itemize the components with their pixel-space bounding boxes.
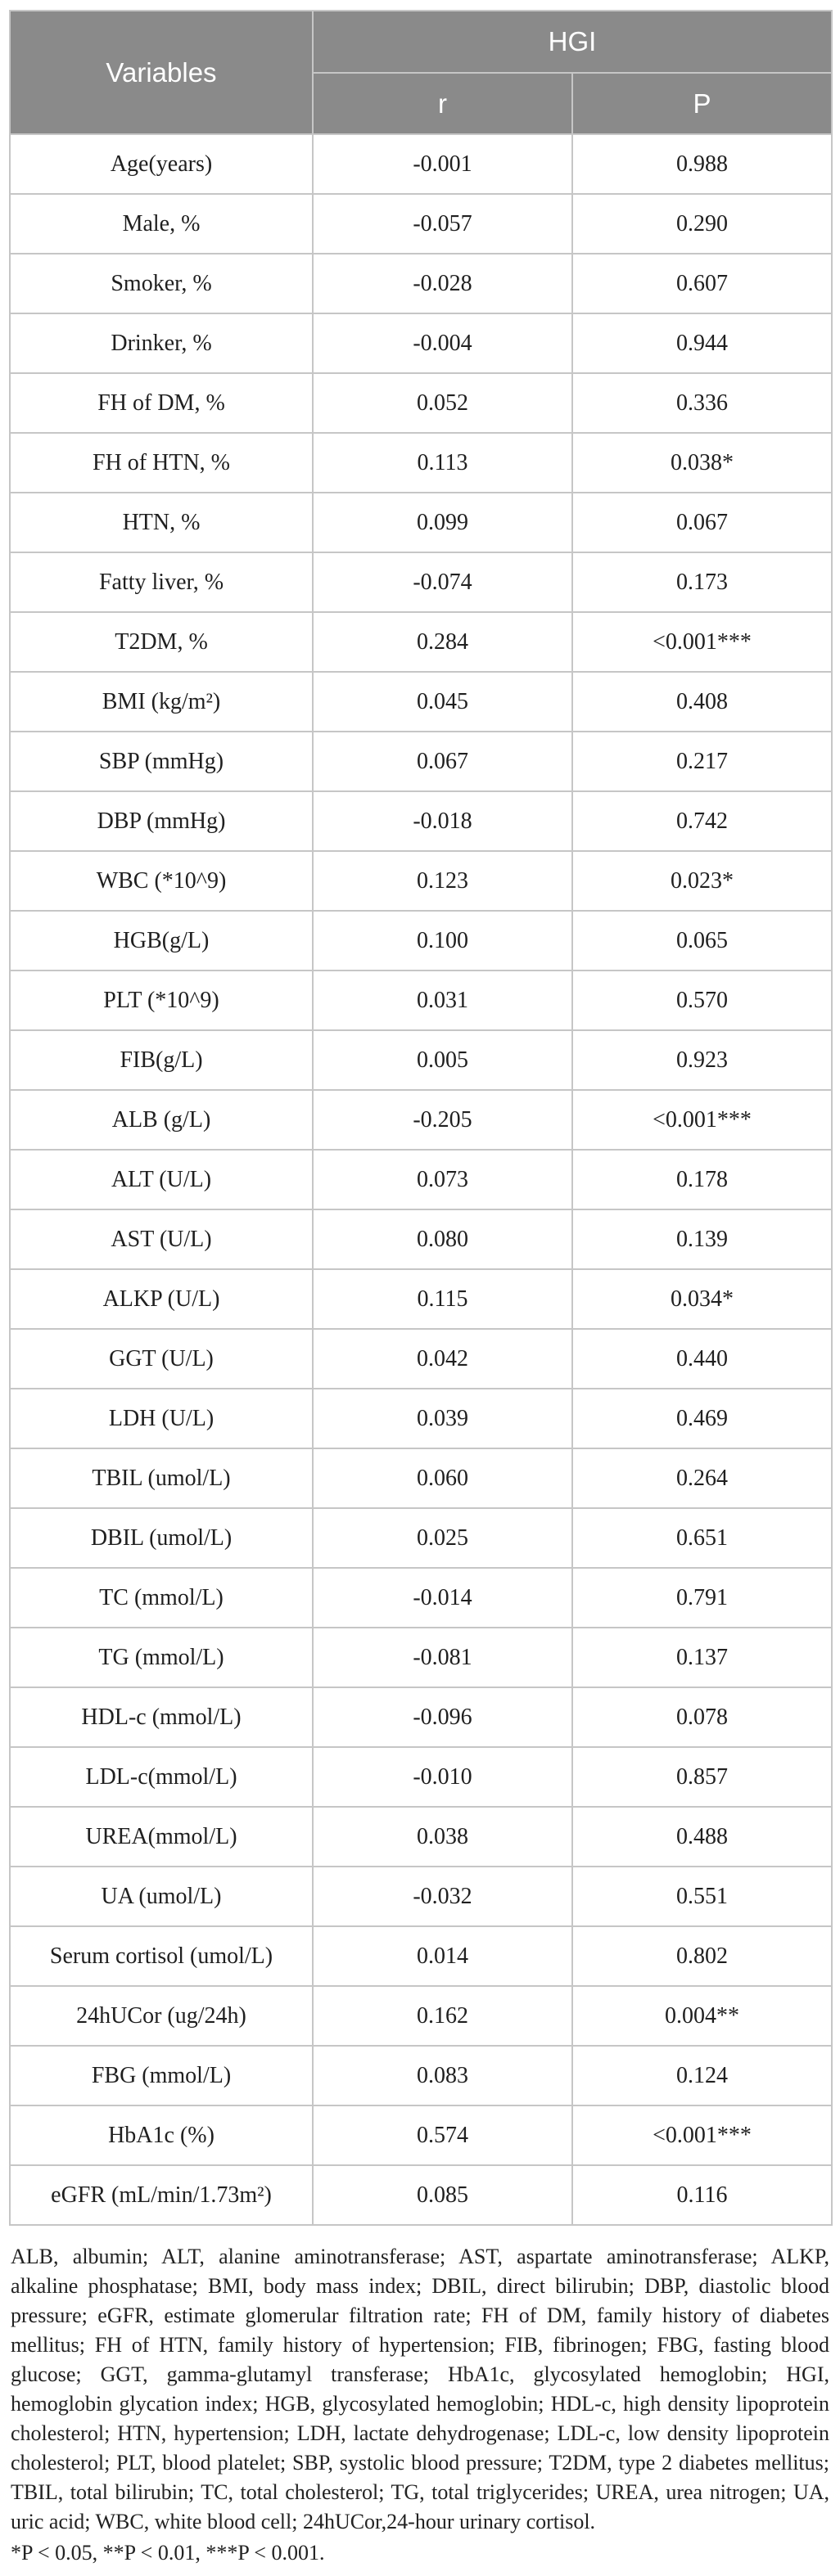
cell-r-value: -0.001 [313,134,572,194]
cell-variable: ALB (g/L) [10,1090,313,1150]
table-row [10,254,832,313]
cell-p-value: <0.001*** [572,2105,832,2165]
cell-p-value: 0.264 [572,1448,832,1508]
cell-r-value: -0.057 [313,194,572,254]
cell-variable: TC (mmol/L) [10,1568,313,1628]
cell-r-value: 0.005 [313,1030,572,1090]
cell-r-value: 0.045 [313,672,572,732]
cell-r-value: -0.010 [313,1747,572,1807]
cell-variable: UA (umol/L) [10,1867,313,1926]
header-r: r [313,73,572,134]
cell-r-value: 0.052 [313,373,572,433]
cell-r-value: 0.025 [313,1508,572,1568]
cell-r-value: 0.574 [313,2105,572,2165]
cell-r-value: -0.205 [313,1090,572,1150]
table-row [10,911,832,971]
cell-p-value: 0.923 [572,1030,832,1090]
cell-p-value: 0.290 [572,194,832,254]
cell-variable: Smoker, % [10,254,313,313]
cell-variable: T2DM, % [10,612,313,672]
table-row [10,1090,832,1150]
cell-p-value: 0.570 [572,971,832,1030]
cell-variable: FIB(g/L) [10,1030,313,1090]
cell-r-value: 0.038 [313,1807,572,1867]
cell-variable: Male, % [10,194,313,254]
significance-note: *P < 0.05, **P < 0.01, ***P < 0.001. [11,2541,325,2565]
cell-variable: HbA1c (%) [10,2105,313,2165]
table-row [10,971,832,1030]
cell-variable: Serum cortisol (umol/L) [10,1926,313,1986]
cell-variable: ALT (U/L) [10,1150,313,1209]
cell-r-value: 0.115 [313,1269,572,1329]
table-row [10,1926,832,1986]
cell-r-value: 0.073 [313,1150,572,1209]
cell-p-value: 0.067 [572,493,832,552]
table-row [10,373,832,433]
table-row [10,1329,832,1389]
cell-variable: HDL-c (mmol/L) [10,1687,313,1747]
table-row [10,672,832,732]
header-p: P [572,73,832,134]
cell-r-value: 0.067 [313,732,572,791]
cell-r-value: -0.074 [313,552,572,612]
cell-p-value: 0.988 [572,134,832,194]
cell-variable: ALKP (U/L) [10,1269,313,1329]
table-row [10,612,832,672]
cell-r-value: 0.031 [313,971,572,1030]
cell-r-value: 0.039 [313,1389,572,1448]
cell-variable: TG (mmol/L) [10,1628,313,1687]
cell-r-value: 0.085 [313,2165,572,2225]
cell-r-value: 0.042 [313,1329,572,1389]
cell-r-value: 0.123 [313,851,572,911]
table-row [10,851,832,911]
cell-r-value: -0.014 [313,1568,572,1628]
table-row [10,1269,832,1329]
cell-r-value: 0.284 [313,612,572,672]
table-row [10,1209,832,1269]
cell-p-value: 0.137 [572,1628,832,1687]
cell-p-value: 0.004** [572,1986,832,2046]
table-row [10,493,832,552]
cell-variable: LDL-c(mmol/L) [10,1747,313,1807]
cell-variable: Age(years) [10,134,313,194]
cell-variable: AST (U/L) [10,1209,313,1269]
cell-variable: DBP (mmHg) [10,791,313,851]
table-row [10,1867,832,1926]
cell-r-value: 0.113 [313,433,572,493]
cell-r-value: -0.018 [313,791,572,851]
cell-r-value: 0.080 [313,1209,572,1269]
cell-variable: GGT (U/L) [10,1329,313,1389]
cell-variable: Fatty liver, % [10,552,313,612]
cell-variable: FH of DM, % [10,373,313,433]
cell-variable: SBP (mmHg) [10,732,313,791]
cell-p-value: 0.857 [572,1747,832,1807]
table-row [10,2105,832,2165]
cell-p-value: 0.551 [572,1867,832,1926]
header-hgi: HGI [313,11,832,73]
cell-p-value: <0.001*** [572,1090,832,1150]
cell-variable: WBC (*10^9) [10,851,313,911]
abbreviations-note: ALB, albumin; ALT, alanine aminotransferase; AST, aspartate aminotransferase; ALKP, alkaline phosphatase; BMI, body mass index; DBIL, direct bilirubin; DBP, diastolic blood pressure; eGFR, estimate glomerular filtration rate; FH of DM, family history of diabetes mellitus; FH of HTN, family history of hypertension; FIB, fibrinogen; FBG, fasting blood glucose; GGT, gamma-glutamyl transferase; HbA1c, glycosylated hemoglobin; HGI, hemoglobin glycation index; HGB, glycosylated hemoglobin; HDL-c, high density lipoprotein cholesterol; HTN, hypertension; LDH, lactate dehydrogenase; LDL-c, low density lipoprotein cholesterol; PLT, blood platelet; SBP, systolic blood pressure; T2DM, type 2 diabetes mellitus; TBIL, total bilirubin; TC, total cholesterol; TG, total triglycerides; UREA, urea nitrogen; UA, uric acid; WBC, white blood cell; 24hUCor,24-hour urinary cortisol. [11,2245,829,2533]
cell-p-value: 0.078 [572,1687,832,1747]
cell-r-value: 0.100 [313,911,572,971]
cell-variable: DBIL (umol/L) [10,1508,313,1568]
table-row [10,1508,832,1568]
cell-p-value: 0.034* [572,1269,832,1329]
cell-variable: HGB(g/L) [10,911,313,971]
cell-r-value: 0.162 [313,1986,572,2046]
table-row [10,1986,832,2046]
cell-p-value: 0.607 [572,254,832,313]
cell-p-value: 0.488 [572,1807,832,1867]
cell-variable: TBIL (umol/L) [10,1448,313,1508]
correlation-table [9,10,833,2226]
cell-p-value: 0.217 [572,732,832,791]
header-variables: Variables [10,11,313,134]
table-row [10,313,832,373]
cell-variable: LDH (U/L) [10,1389,313,1448]
table-row [10,134,832,194]
cell-r-value: -0.004 [313,313,572,373]
cell-r-value: 0.060 [313,1448,572,1508]
cell-p-value: 0.336 [572,373,832,433]
table-row [10,1030,832,1090]
cell-p-value: 0.139 [572,1209,832,1269]
table-row [10,2046,832,2105]
cell-p-value: 0.124 [572,2046,832,2105]
cell-p-value: 0.742 [572,791,832,851]
table-row [10,552,832,612]
cell-p-value: 0.469 [572,1389,832,1448]
cell-r-value: 0.014 [313,1926,572,1986]
cell-p-value: 0.791 [572,1568,832,1628]
cell-p-value: 0.178 [572,1150,832,1209]
table-row [10,1389,832,1448]
table-row [10,1747,832,1807]
table-row [10,732,832,791]
cell-p-value: 0.038* [572,433,832,493]
cell-variable: Drinker, % [10,313,313,373]
table-row [10,1568,832,1628]
cell-p-value: 0.116 [572,2165,832,2225]
cell-r-value: -0.081 [313,1628,572,1687]
cell-p-value: 0.408 [572,672,832,732]
cell-variable: UREA(mmol/L) [10,1807,313,1867]
table-header [10,11,832,134]
table-body [10,134,832,2225]
cell-variable: 24hUCor (ug/24h) [10,1986,313,2046]
cell-p-value: <0.001*** [572,612,832,672]
cell-variable: FH of HTN, % [10,433,313,493]
cell-variable: BMI (kg/m²) [10,672,313,732]
cell-variable: FBG (mmol/L) [10,2046,313,2105]
cell-r-value: -0.096 [313,1687,572,1747]
table-row [10,791,832,851]
table-row [10,1687,832,1747]
table-row [10,194,832,254]
cell-variable: eGFR (mL/min/1.73m²) [10,2165,313,2225]
cell-r-value: -0.032 [313,1867,572,1926]
cell-p-value: 0.651 [572,1508,832,1568]
cell-p-value: 0.944 [572,313,832,373]
table-row [10,1150,832,1209]
cell-p-value: 0.023* [572,851,832,911]
cell-variable: HTN, % [10,493,313,552]
table-row [10,1628,832,1687]
cell-p-value: 0.173 [572,552,832,612]
cell-r-value: 0.099 [313,493,572,552]
cell-p-value: 0.065 [572,911,832,971]
table-row [10,1807,832,1867]
table-row [10,2165,832,2225]
table-row [10,433,832,493]
cell-r-value: 0.083 [313,2046,572,2105]
cell-p-value: 0.802 [572,1926,832,1986]
cell-r-value: -0.028 [313,254,572,313]
table-row [10,1448,832,1508]
cell-p-value: 0.440 [572,1329,832,1389]
cell-variable: PLT (*10^9) [10,971,313,1030]
